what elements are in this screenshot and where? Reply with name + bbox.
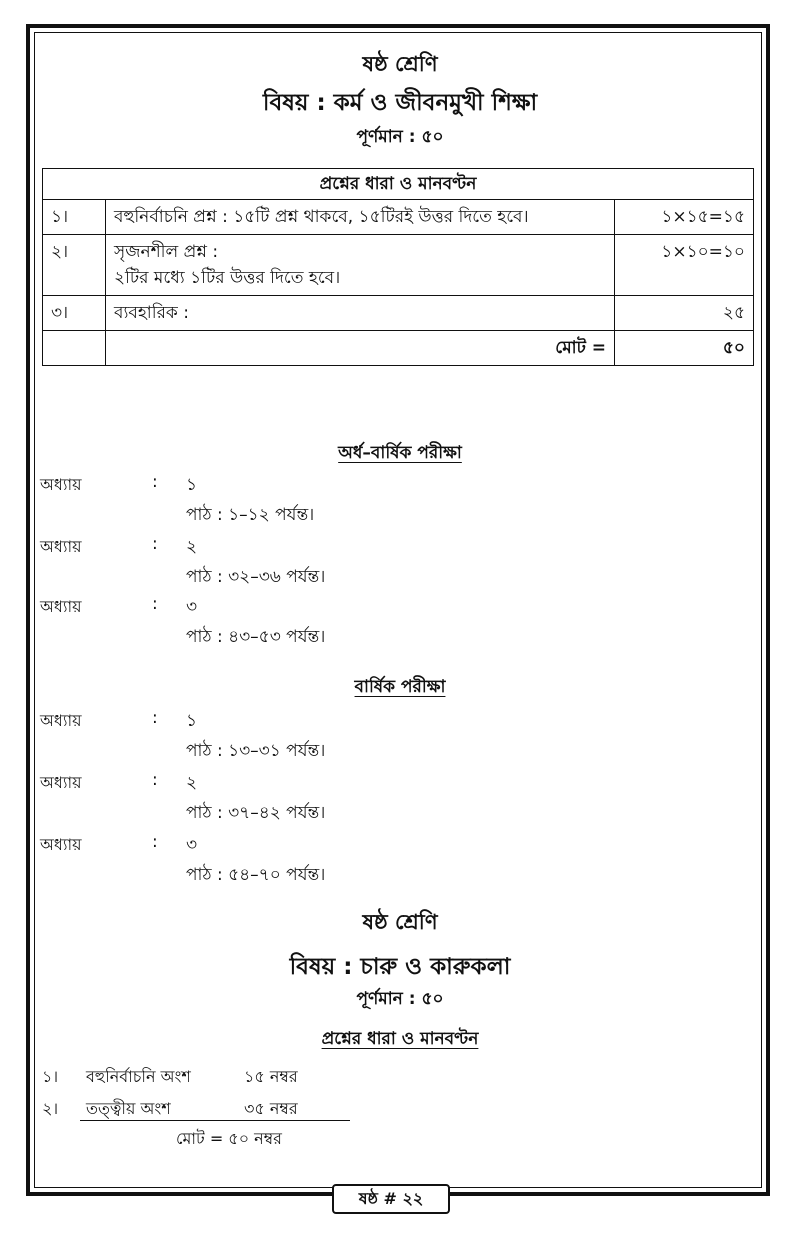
row-number: ২। [43, 235, 106, 296]
item-marks: ১৫ নম্বর [244, 1067, 298, 1086]
chapter-number: ২ [186, 773, 198, 793]
total-value: ৫০ [615, 331, 754, 366]
half-yearly-title: অর্ধ–বার্ষিক পরীক্ষা [338, 443, 462, 463]
marks-distribution-table [42, 168, 754, 366]
table-row [43, 235, 754, 296]
chapter-number: ১ [186, 475, 198, 495]
row-number: ৩। [43, 296, 106, 331]
lesson-range: পাঠ : ৪৩–৫৩ পর্যন্ত। [186, 627, 326, 647]
subject-title: বিষয় : কর্ম ও জীবনমুখী শিক্ষা [262, 90, 538, 116]
table-row [43, 200, 754, 235]
item-number: ১। [42, 1067, 59, 1086]
class-title-2: ষষ্ঠ শ্রেণি [362, 910, 438, 934]
table-header-row [43, 169, 754, 200]
row-description-line: ২টির মধ্যে ১টির উত্তর দিতে হবে। [114, 268, 341, 288]
chapter-colon: : [152, 770, 158, 790]
chapter-colon: : [152, 472, 158, 492]
row-number: ১। [43, 200, 106, 235]
item-part: বহুনির্বাচনি অংশ [86, 1067, 191, 1086]
chapter-label: অধ্যায় [40, 711, 82, 730]
total-label: মোট = [106, 331, 615, 366]
chapter-label: অধ্যায় [40, 835, 82, 854]
row-marks: ১×১৫=১৫ [615, 200, 754, 235]
subject-title-2: বিষয় : চারু ও কারুকলা [289, 954, 511, 980]
class-title: ষষ্ঠ শ্রেণি [362, 52, 438, 76]
chapter-colon: : [152, 594, 158, 614]
annual-title: বার্ষিক পরীক্ষা [354, 677, 446, 697]
row-marks: ১×১০=১০ [615, 235, 754, 296]
sum-underline [80, 1120, 350, 1121]
chapter-number: ১ [186, 711, 198, 731]
lesson-range: পাঠ : ১৩–৩১ পর্যন্ত। [186, 741, 326, 761]
row-description-line: সৃজনশীল প্রশ্ন : [114, 242, 219, 262]
item-number: ২। [42, 1099, 59, 1118]
table-total-row [43, 331, 754, 366]
row-marks: ২৫ [615, 296, 754, 331]
chapter-number: ৩ [186, 835, 198, 855]
chapter-label: অধ্যায় [40, 537, 82, 556]
item-part: তত্ত্বীয় অংশ [86, 1099, 171, 1118]
lesson-range: পাঠ : ৫৪–৭০ পর্যন্ত। [186, 865, 326, 885]
full-marks-2: পূর্ণমান : ৫০ [356, 989, 444, 1009]
table-row [43, 296, 754, 331]
distribution-title-2: প্রশ্নের ধারা ও মানবণ্টন [321, 1029, 479, 1049]
chapter-number: ২ [186, 537, 198, 557]
table-header: প্রশ্নের ধারা ও মানবণ্টন [43, 169, 754, 200]
chapter-label: অধ্যায় [40, 597, 82, 616]
lesson-range: পাঠ : ৩৭–৪২ পর্যন্ত। [186, 803, 326, 823]
full-marks: পূর্ণমান : ৫০ [356, 127, 444, 147]
chapter-colon: : [152, 832, 158, 852]
lesson-range: পাঠ : ৩২–৩৬ পর্যন্ত। [186, 567, 326, 587]
row-description [106, 235, 615, 296]
page-number-tag: ষষ্ঠ # ২২ [332, 1184, 450, 1214]
chapter-number: ৩ [186, 597, 198, 617]
chapter-label: অধ্যায় [40, 475, 82, 494]
chapter-colon: : [152, 534, 158, 554]
row-description: ব্যবহারিক : [106, 296, 615, 331]
row-description: বহুনির্বাচনি প্রশ্ন : ১৫টি প্রশ্ন থাকবে, ১৫টিরই উত্তর দিতে হবে। [106, 200, 615, 235]
empty-cell [43, 331, 106, 366]
chapter-colon: : [152, 708, 158, 728]
chapter-label: অধ্যায় [40, 773, 82, 792]
lesson-range: পাঠ : ১–১২ পর্যন্ত। [186, 505, 315, 525]
total-marks: মোট = ৫০ নম্বর [176, 1129, 282, 1148]
item-marks: ৩৫ নম্বর [244, 1099, 298, 1118]
